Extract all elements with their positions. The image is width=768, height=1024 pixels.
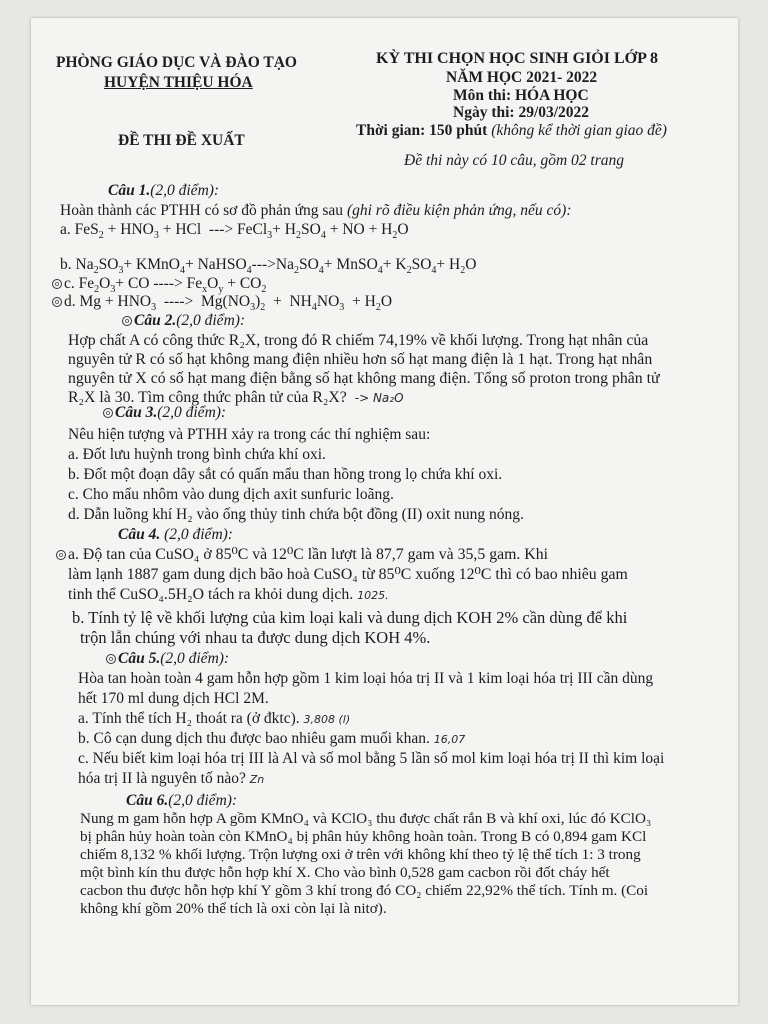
q5-a-handwritten-answer: 3,808 (l): [303, 713, 351, 726]
q4-points: (2,0 điểm):: [164, 526, 233, 543]
q1-equation-b: b. $Na_2SO_3+$ KMnO$_4$+ $NaHSO_4--->Na_2SO_4+$ MnSO$_4$+ $K_2SO_4+ H_2O$: [60, 256, 477, 277]
q4-b-line-2: trộn lẫn chúng với nhau ta được dung dịch KOH 4%.: [80, 628, 431, 647]
q3-title: Câu 3.: [115, 404, 158, 421]
q4-b-line-1: b. Tính tỷ lệ về khối lượng của kim loại kali và dung dịch KOH 2% cần dùng để khi: [72, 608, 628, 627]
q6-line-2: bị phân hủy hoàn toàn còn KMnO₄ bị phân hủy không hoàn toàn. Trong B có 0,894 gam KCl: [80, 828, 647, 845]
q5-item-a: a. Tính thể tích H₂ thoát ra (ở đktc).: [78, 710, 300, 727]
q3-item-d: d. Dẫn luồng khí H₂ vào ống thủy tinh chứa bột đồng (II) oxit nung nóng.: [68, 506, 524, 523]
time-line: [356, 122, 667, 140]
q5-b-handwritten-answer: 16,07: [433, 733, 466, 746]
q5-line-1: Hòa tan hoàn toàn 4 gam hỗn hợp gồm 1 kim loại hóa trị II và 1 kim loại hóa trị III cần dùng: [78, 670, 654, 687]
exam-date: Ngày thi: 29/03/2022: [453, 104, 590, 121]
q3-item-c: c. Cho mẩu nhôm vào dung dịch axit sunfuric loãng.: [68, 486, 394, 503]
question-3: [68, 404, 740, 524]
q5-title: Câu 5.: [118, 650, 161, 667]
circle-mark-icon: o: [106, 654, 116, 664]
department-line-2: HUYỆN THIỆU HÓA: [104, 74, 253, 91]
q1-equation-c: o c. $Fe_2O_3+$ CO ----> $Fe_xO_y + CO_2$: [52, 275, 266, 293]
q1-equation-d: o d. $Mg + HNO_3$ ----> $Mg(NO_3)_2 + NH_4NO_3 + H_2O$: [52, 293, 392, 311]
q3-item-b: b. Đốt một đoạn dây sắt có quấn mẩu than hồng trong lọ chứa khí oxi.: [68, 466, 503, 483]
q6-points: (2,0 điểm):: [168, 792, 238, 809]
q5-item-c-line-2: hóa trị II là nguyên tố nào?: [78, 770, 246, 787]
time-note: (không kể thời gian giao đề): [491, 122, 667, 139]
proposal-label: ĐỀ THI ĐỀ XUẤT: [118, 132, 245, 149]
q6-line-5: cacbon thu được hỗn hợp khí Y gồm 3 khí trong đó CO₂ chiếm 22,92% thể tích. Tính m. (Coi: [80, 882, 649, 899]
q1-title: Câu 1.: [108, 182, 151, 199]
q2-title: Câu 2.: [134, 312, 177, 329]
question-1: [54, 182, 740, 314]
q5-c-handwritten-answer: Zn: [249, 773, 265, 786]
q2-line-3: nguyên tử X có số hạt mang điện bằng số hạt không mang điện. Tổng số proton trong phân tử: [68, 370, 660, 387]
q5-item-b: b. Cô cạn dung dịch thu được bao nhiêu gam muối khan.: [78, 730, 430, 747]
q1-intro-note: (ghi rõ điều kiện phản ứng, nếu có):: [346, 202, 572, 219]
q6-line-3: chiếm 8,132 % khối lượng. Trộn lượng oxi ở trên với không khí theo tỷ lệ thể tích 1: 3 trong: [80, 846, 641, 863]
q1-points: (2,0 điểm):: [150, 182, 220, 199]
q3-intro: Nêu hiện tượng và PTHH xảy ra trong các thí nghiệm sau:: [68, 426, 431, 443]
subject: Môn thi: HÓA HỌC: [453, 87, 589, 104]
q2-points: (2,0 điểm):: [176, 312, 246, 329]
q4-handwritten-answer: 1025.: [357, 589, 389, 602]
exam-title: KỲ THI CHỌN HỌC SINH GIỎI LỚP 8: [376, 50, 658, 67]
q1-equation-a: a. $FeS_2 + HNO_3$ + HCl ---> FeCl$_3$+ $H_2SO_4$ + NO + $H_2O$: [60, 221, 409, 242]
q1-intro: Hoàn thành các PTHH có sơ đồ phản ứng sau: [60, 202, 347, 219]
q5-line-2: hết 170 ml dung dịch HCl 2M.: [78, 690, 269, 707]
q4-a-line-1: a. Độ tan của CuSO₄ ở 85⁰C và 12⁰C lần lượt là 87,7 gam và 35,5 gam. Khi: [68, 546, 548, 563]
q2-line-2: nguyên tử R có số hạt không mang điện nhiều hơn số hạt mang điện là 1 hạt. Trong hạt nhân: [68, 351, 653, 368]
circle-mark-icon: o: [122, 316, 132, 326]
q2-handwritten-answer: -> Na₂O: [354, 391, 404, 405]
q6-line-1: Nung m gam hỗn hợp A gồm KMnO₄ và KClO₃ thu được chất rắn B và khí oxi, lúc đó KClO₃: [80, 810, 652, 827]
question-2: [68, 312, 740, 412]
q5-points: (2,0 điểm):: [160, 650, 230, 667]
school-year: NĂM HỌC 2021- 2022: [446, 69, 598, 86]
q4-a-line-2: làm lạnh 1887 gam dung dịch bão hoà CuSO₄ từ 85⁰C xuống 12⁰C thì có bao nhiêu gam: [68, 566, 628, 583]
q3-item-a: a. Đốt lưu huỳnh trong bình chứa khí oxi.: [68, 446, 326, 463]
q2-line-4: R₂X là 30. Tìm công thức phân tử của R₂X?: [68, 389, 347, 406]
q4-title: Câu 4.: [118, 526, 161, 543]
q6-title: Câu 6.: [126, 792, 169, 809]
department-line-1: PHÒNG GIÁO DỤC VÀ ĐÀO TẠO: [56, 54, 297, 71]
time-label: Thời gian: 150 phút: [356, 122, 488, 139]
q6-line-6: không khí gồm 20% thể tích là oxi còn lại là nitơ).: [80, 900, 387, 917]
q2-line-1: Hợp chất A có công thức R₂X, trong đó R chiếm 74,19% về khối lượng. Trong hạt nhân của: [68, 332, 649, 349]
question-4: [58, 526, 740, 650]
question-5: [76, 650, 740, 790]
circle-mark-icon: o: [52, 279, 62, 289]
q4-a-line-3: tinh thể CuSO₄.5H₂O tách ra khỏi dung dịch.: [68, 586, 354, 603]
circle-mark-icon: o: [103, 408, 113, 418]
q3-points: (2,0 điểm):: [157, 404, 227, 421]
question-6: [80, 792, 740, 922]
circle-mark-icon: o: [52, 297, 62, 307]
q5-item-c-line-1: c. Nếu biết kim loại hóa trị III là Al và số mol bằng 5 lần số mol kim loại hóa trị II thì kim loại: [78, 750, 665, 767]
page-note: Đề thi này có 10 câu, gồm 02 trang: [404, 152, 624, 169]
q6-line-4: một bình kín thu được hỗn hợp khí X. Cho vào bình 0,528 gam cacbon rồi đốt cháy hết: [80, 864, 610, 881]
circle-mark-icon: o: [56, 550, 66, 560]
